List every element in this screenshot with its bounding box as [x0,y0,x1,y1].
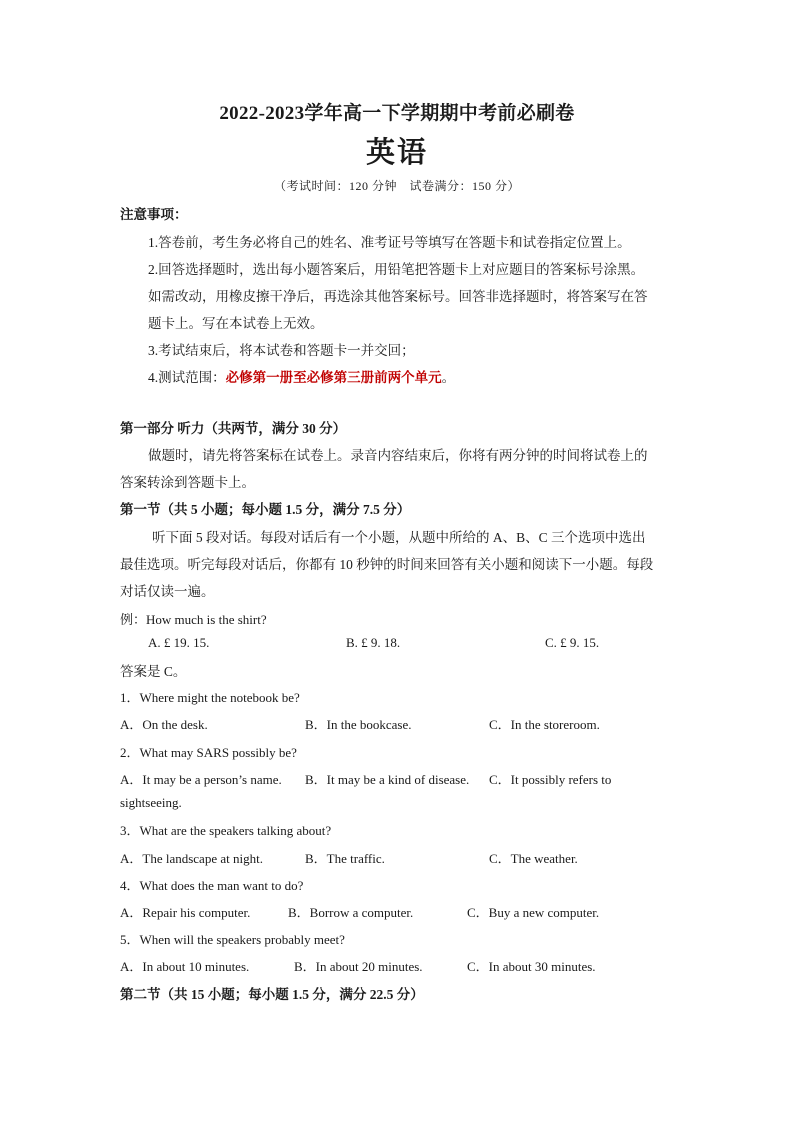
q3-option-a: A．The landscape at night. [120,851,263,866]
notice-item: 题卡上。写在本试卷上无效。 [148,316,324,331]
q4-option-c: C．Buy a new computer. [467,905,600,920]
example-answer: 答案是 C。 [120,664,187,679]
example-option-a: A. £ 19. 15. [148,635,210,650]
notice-scope [148,366,455,386]
section1-heading: 第一节（共 5 小题；每小题 1.5 分，满分 7.5 分） [120,502,411,517]
q1-option-c: C．In the storeroom. [489,717,600,732]
q1-option-a: A．On the desk. [120,717,208,732]
q2-option-c-continued: sightseeing. [120,795,182,810]
exam-title: 2022-2023学年高一下学期期中考前必刷卷 [219,103,575,124]
scope-label: 4.测试范围： [148,370,226,385]
q5-option-c: C．In about 30 minutes. [467,959,596,974]
example-option-b: B. £ 9. 18. [346,635,401,650]
part1-intro: 答案转涂到答题卡上。 [120,475,255,490]
q4-option-a: A．Repair his computer. [120,905,251,920]
q5-option-b: B．In about 20 minutes. [294,959,423,974]
question-3: 3．What are the speakers talking about? [120,823,332,838]
q3-option-b: B．The traffic. [305,851,385,866]
subject-title: 英语 [365,137,428,169]
section1-intro: 对话仅读一遍。 [120,584,215,599]
q2-option-c: C．It possibly refers to [489,772,612,787]
question-4: 4．What does the man want to do? [120,878,304,893]
q4-option-b: B．Borrow a computer. [288,905,414,920]
q2-option-b: B．It may be a kind of disease. [305,772,470,787]
example-option-c: C. £ 9. 15. [545,635,600,650]
part1-heading: 第一部分 听力（共两节，满分 30 分） [120,421,347,436]
q2-option-a: A．It may be a person’s name. [120,772,282,787]
scope-suffix: 。 [441,370,456,385]
section1-intro: 听下面 5 段对话。每段对话后有一个小题，从题中所给的 A、B、C 三个选项中选出 [152,530,646,545]
notice-item: 2.回答选择题时，选出每小题答案后，用铅笔把答题卡上对应题目的答案标号涂黑。 [148,262,645,277]
q5-option-a: A．In about 10 minutes. [120,959,250,974]
question-2: 2．What may SARS possibly be? [120,745,297,760]
notice-item: 如需改动，用橡皮擦干净后，再选涂其他答案标号。回答非选择题时，将答案写在答 [148,289,648,304]
question-5: 5．When will the speakers probably meet? [120,932,345,947]
section2-heading: 第二节（共 15 小题；每小题 1.5 分，满分 22.5 分） [120,987,424,1002]
exam-meta: （考试时间：120 分钟 试卷满分：150 分） [273,179,520,193]
q3-option-c: C．The weather. [489,851,578,866]
part1-intro: 做题时，请先将答案标在试卷上。录音内容结束后，你将有两分钟的时间将试卷上的 [148,448,648,463]
q1-option-b: B．In the bookcase. [305,717,412,732]
notice-heading: 注意事项： [120,207,188,222]
notice-item: 3.考试结束后，将本试卷和答题卡一并交回； [148,343,415,358]
scope-value: 必修第一册至必修第三册前两个单元 [225,370,442,385]
section1-intro: 最佳选项。听完每段对话后，你都有 10 秒钟的时间来回答有关小题和阅读下一小题。每段 [120,557,654,572]
example-question: 例：How much is the shirt? [120,612,267,627]
question-1: 1．Where might the notebook be? [120,690,300,705]
notice-item: 1.答卷前，考生务必将自己的姓名、准考证号等填写在答题卡和试卷指定位置上。 [148,235,631,250]
